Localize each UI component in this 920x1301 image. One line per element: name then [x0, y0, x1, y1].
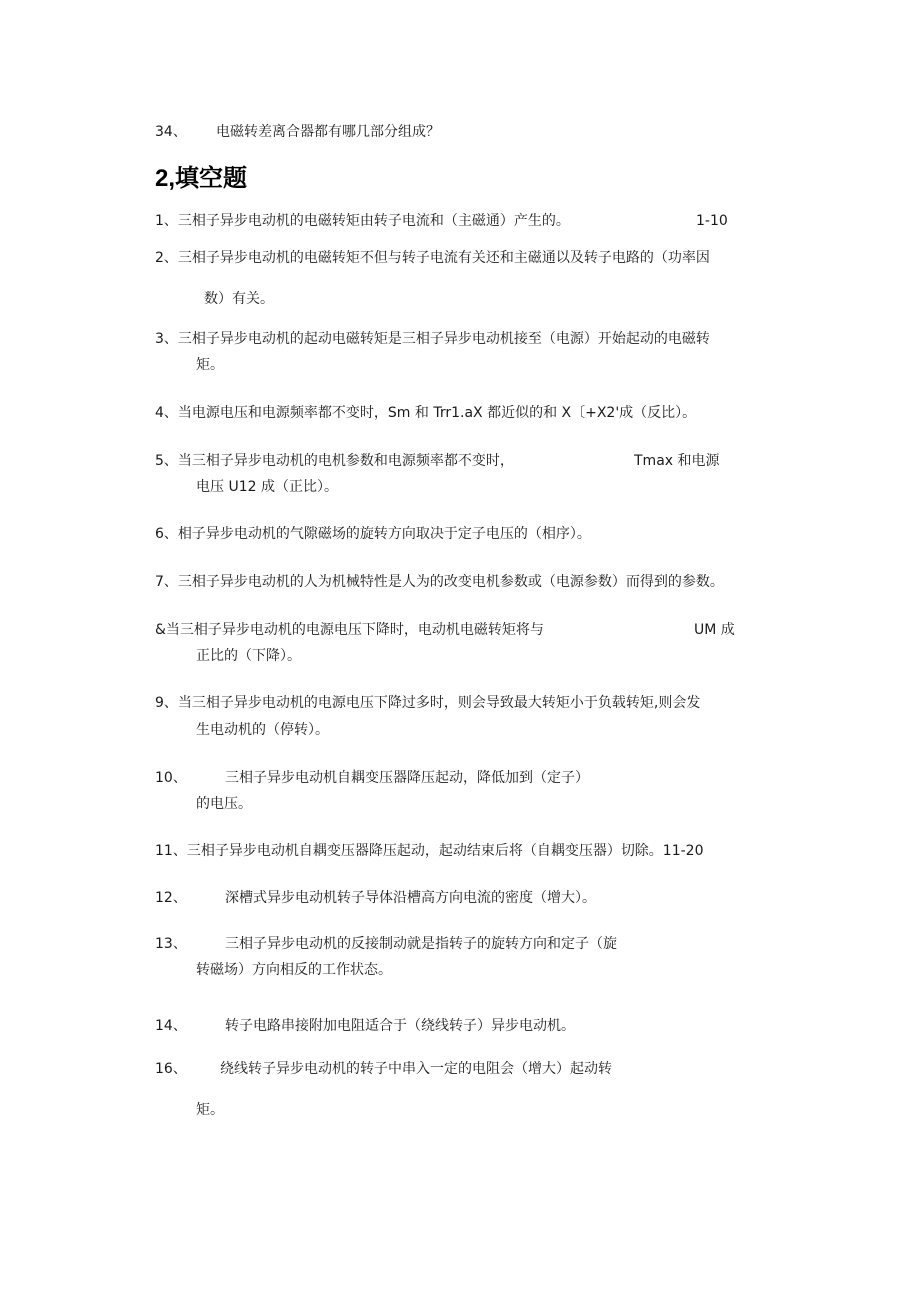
item-10-number: 10、	[155, 770, 187, 786]
item-11-text: 11、三相子异步电动机自耦变压器降压起动，起动结束后将（自耦变压器）切除。11-20	[155, 843, 704, 859]
item-16-line-2: 矩。	[196, 1102, 224, 1118]
item-5-line-1b: Tmax 和电源	[634, 453, 720, 469]
question-34-number: 34、	[155, 124, 187, 140]
item-9-line-2: 生电动机的（停转）。	[196, 722, 329, 738]
item-8-line-1a: &当三相子异步电动机的电源电压下降时，电动机电磁转矩将与	[155, 622, 544, 638]
item-13-number: 13、	[155, 936, 187, 952]
item-8-line-2: 正比的（下降）。	[196, 648, 301, 664]
item-14-text: 转子电路串接附加电阻适合于（绕线转子）异步电动机。	[225, 1018, 575, 1034]
item-3-line-2: 矩。	[196, 357, 224, 373]
item-4-text: 4、当电源电压和电源频率都不变时，Sm 和 Trr1.aX 都近似的和 X〔+X2'成（反比）。	[155, 405, 697, 421]
item-1-range-tag: 1-10	[696, 213, 728, 229]
item-10-line-1: 三相子异步电动机自耦变压器降压起动，降低加到（定子）	[225, 770, 589, 786]
item-12-text: 深槽式异步电动机转子导体沿槽高方向电流的密度（增大）。	[225, 890, 596, 906]
item-13-line-1: 三相子异步电动机的反接制动就是指转子的旋转方向和定子（旋	[225, 936, 617, 952]
item-16-number: 16、	[155, 1061, 187, 1077]
item-6-text: 6、相子异步电动机的气隙磁场的旋转方向取决于定子电压的（相序）。	[155, 526, 591, 542]
question-34-text: 电磁转差离合器都有哪几部分组成？	[216, 124, 440, 140]
item-8-line-1b: UM 成	[694, 622, 735, 638]
item-1-text: 1、三相子异步电动机的电磁转矩由转子电流和（主磁通）产生的。	[155, 213, 570, 229]
item-9-line-1: 9、当三相子异步电动机的电源电压下降过多时，则会导致最大转矩小于负载转矩,则会发	[155, 695, 701, 711]
item-13-line-2: 转磁场）方向相反的工作状态。	[196, 962, 392, 978]
item-7-text: 7、三相子异步电动机的人为机械特性是人为的改变电机参数或（电源参数）而得到的参数。	[155, 574, 724, 590]
item-10-line-2: 的电压。	[196, 796, 252, 812]
item-5-line-1a: 5、当三相子异步电动机的电机参数和电源频率都不变时，	[155, 453, 514, 469]
item-14-number: 14、	[155, 1018, 187, 1034]
item-16-line-1: 绕线转子异步电动机的转子中串入一定的电阻会（增大）起动转	[220, 1061, 612, 1077]
item-5-line-2: 电压 U12 成（正比）。	[196, 479, 338, 495]
item-2-line-1: 2、三相子异步电动机的电磁转矩不但与转子电流有关还和主磁通以及转子电路的（功率因	[155, 250, 710, 266]
section-title: 2,填空题	[155, 165, 248, 192]
item-2-line-2: 数）有关。	[204, 291, 274, 307]
item-12-number: 12、	[155, 890, 187, 906]
item-3-line-1: 3、三相子异步电动机的起动电磁转矩是三相子异步电动机接至（电源）开始起动的电磁转	[155, 331, 710, 347]
